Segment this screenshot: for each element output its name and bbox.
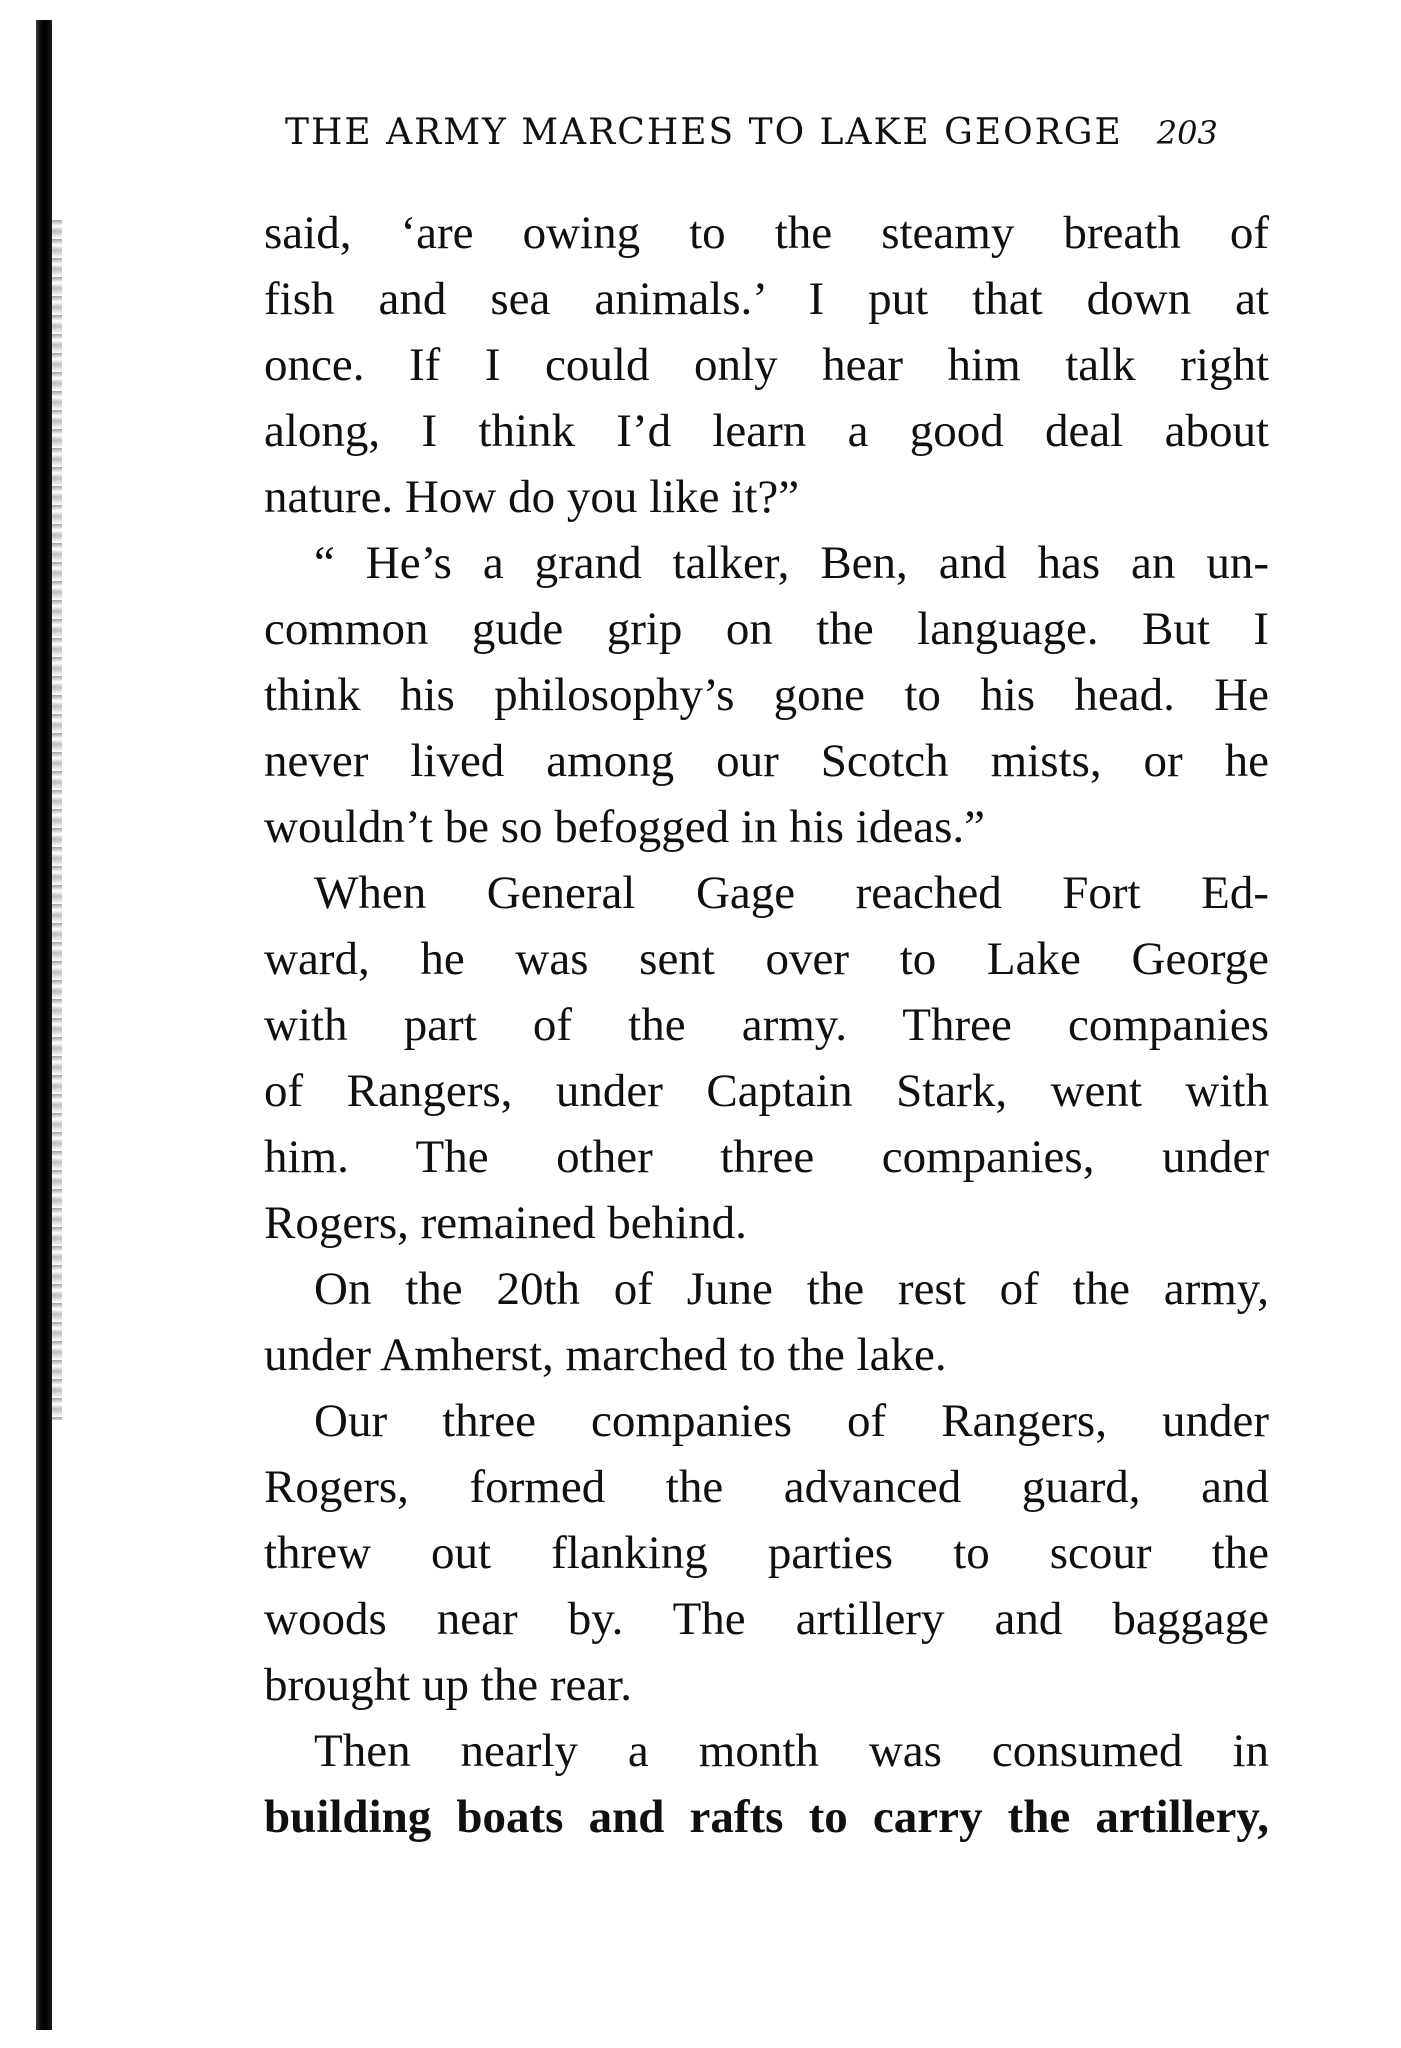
text-line: nature. How do you like it?” (264, 471, 800, 523)
text-line: threw out flanking parties to scour the (264, 1527, 1269, 1579)
text-line: building boats and rafts to carry the artillery, (264, 1791, 1269, 1843)
binding-gutter (36, 20, 52, 2030)
text-line: wouldn’t be so befogged in his ideas.” (264, 801, 985, 853)
text-line: fish and sea animals.’ I put that down at (264, 273, 1269, 325)
text-line: ward, he was sent over to Lake George (264, 933, 1269, 985)
text-line: “ He’s a grand talker, Ben, and has an un- (314, 537, 1269, 589)
text-line: never lived among our Scotch mists, or he (264, 735, 1269, 787)
text-line: Then nearly a month was consumed in (314, 1725, 1269, 1777)
text-line: with part of the army. Three companies (264, 999, 1269, 1051)
body-text (264, 200, 1269, 1850)
text-line: On the 20th of June the rest of the army, (314, 1263, 1269, 1315)
text-line: think his philosophy’s gone to his head. He (264, 669, 1269, 721)
text-line: common gude grip on the language. But I (264, 603, 1269, 655)
text-line: once. If I could only hear him talk right (264, 339, 1269, 391)
text-line: Rogers, formed the advanced guard, and (264, 1461, 1269, 1513)
text-line: Our three companies of Rangers, under (314, 1395, 1269, 1447)
text-line: brought up the rear. (264, 1659, 633, 1711)
text-line: Rogers, remained behind. (264, 1197, 747, 1249)
binding-shadow (52, 220, 62, 1420)
running-title: THE ARMY MARCHES TO LAKE GEORGE (285, 112, 1123, 153)
text-line: woods near by. The artillery and baggage (264, 1593, 1269, 1645)
text-line: When General Gage reached Fort Ed- (314, 867, 1269, 919)
text-line: of Rangers, under Captain Stark, went with (264, 1065, 1269, 1117)
text-line: said, ‘are owing to the steamy breath of (264, 207, 1269, 259)
page-number: 203 (1156, 114, 1218, 152)
text-line: under Amherst, marched to the lake. (264, 1329, 947, 1381)
running-header (285, 112, 1285, 164)
text-line: him. The other three companies, under (264, 1131, 1269, 1183)
text-line: along, I think I’d learn a good deal about (264, 405, 1269, 457)
